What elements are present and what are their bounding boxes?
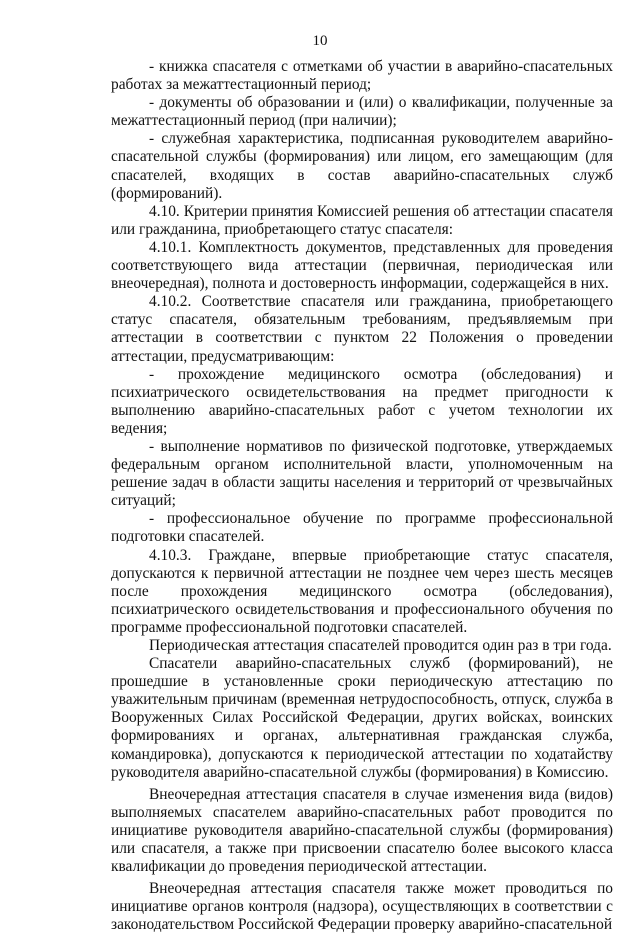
list-item-physical-standards: - выполнение нормативов по физической подготовке, утверждаемых федеральным органом исполнительной власти, уполномоченным на решение задач в области защиты населения и территорий от чрезвычайных ситуаций; [111, 437, 613, 510]
list-item-rescuer-book: - книжка спасателя с отметками об участии в аварийно-спасательных работах за межаттестационный период; [111, 58, 613, 94]
list-item-service-reference: - служебная характеристика, подписанная руководителем аварийно-спасательной службы (формирования) или лицом, его замещающим (для спасателей, входящих в состав аварийно-спасательных служб (формирований). [111, 130, 613, 202]
paragraph-extraordinary-attestation-control: Внеочередная аттестация спасателя также может проводиться по инициативе органов контроля (надзора), осуществляющих в соответствии с законодательством Российской Федерации проверку аварийно-спасательной [111, 880, 613, 934]
paragraph-extraordinary-attestation: Внеочередная аттестация спасателя в случае изменения вида (видов) выполняемых спасателем аварийно-спасательных работ проводится по инициативе руководителя аварийно-спасательной службы (формирования) или спасателя, а также при присвоении спасателю более высокого класса квалификации до проведения периодической аттестации. [111, 785, 613, 876]
clause-4-10-2: 4.10.2. Соответствие спасателя или гражданина, приобретающего статус спасателя, обязательным требованиям, предъявляемым при аттестации в соответствии с пунктом 22 Положения о проведении аттестации, предусматривающим: [111, 293, 613, 365]
paragraph-missed-attestation: Спасатели аварийно-спасательных служб (формирований), не прошедшие в установленные сроки периодическую аттестацию по уважительным причинам (временная нетрудоспособность, отпуск, служба в Вооруженных Силах Российской Федерации, других войсках, воинских формированиях и органах, альтернативная гражданская служба, командировка), допускаются к периодической аттестации по ходатайству руководителя аварийно-спасательной службы (формирования) в Комиссию. [111, 655, 613, 781]
clause-4-10: 4.10. Критерии принятия Комиссией решения об аттестации спасателя или гражданина, приобретающего статус спасателя: [111, 202, 613, 238]
clause-4-10-1: 4.10.1. Комплектность документов, представленных для проведения соответствующего вида аттестации (первичная, периодическая или внеочередная), полнота и достоверность информации, содержащейся в них. [111, 238, 613, 293]
list-item-professional-training: - профессиональное обучение по программе профессиональной подготовки спасателей. [111, 510, 613, 546]
list-item-education-documents: - документы об образовании и (или) о квалификации, полученные за межаттестационный период (при наличии); [111, 94, 613, 130]
list-item-medical-exam: - прохождение медицинского осмотра (обследования) и психиатрического освидетельствования на предмет пригодности к выполнению аварийно-спасательных работ с учетом технологии их ведения; [111, 365, 613, 437]
paragraph-periodic-attestation: Периодическая аттестация спасателей проводится один раз в три года. [149, 637, 612, 654]
document-body [111, 58, 613, 935]
page-number: 10 [312, 33, 328, 49]
clause-4-10-3: 4.10.3. Граждане, впервые приобретающие статус спасателя, допускаются к первичной аттестации не позднее чем через шесть месяцев после прохождения медицинского осмотра (обследования), психиатрического освидетельствования и профессионального обучения по программе профессиональной подготовки спасателей. [111, 546, 613, 636]
